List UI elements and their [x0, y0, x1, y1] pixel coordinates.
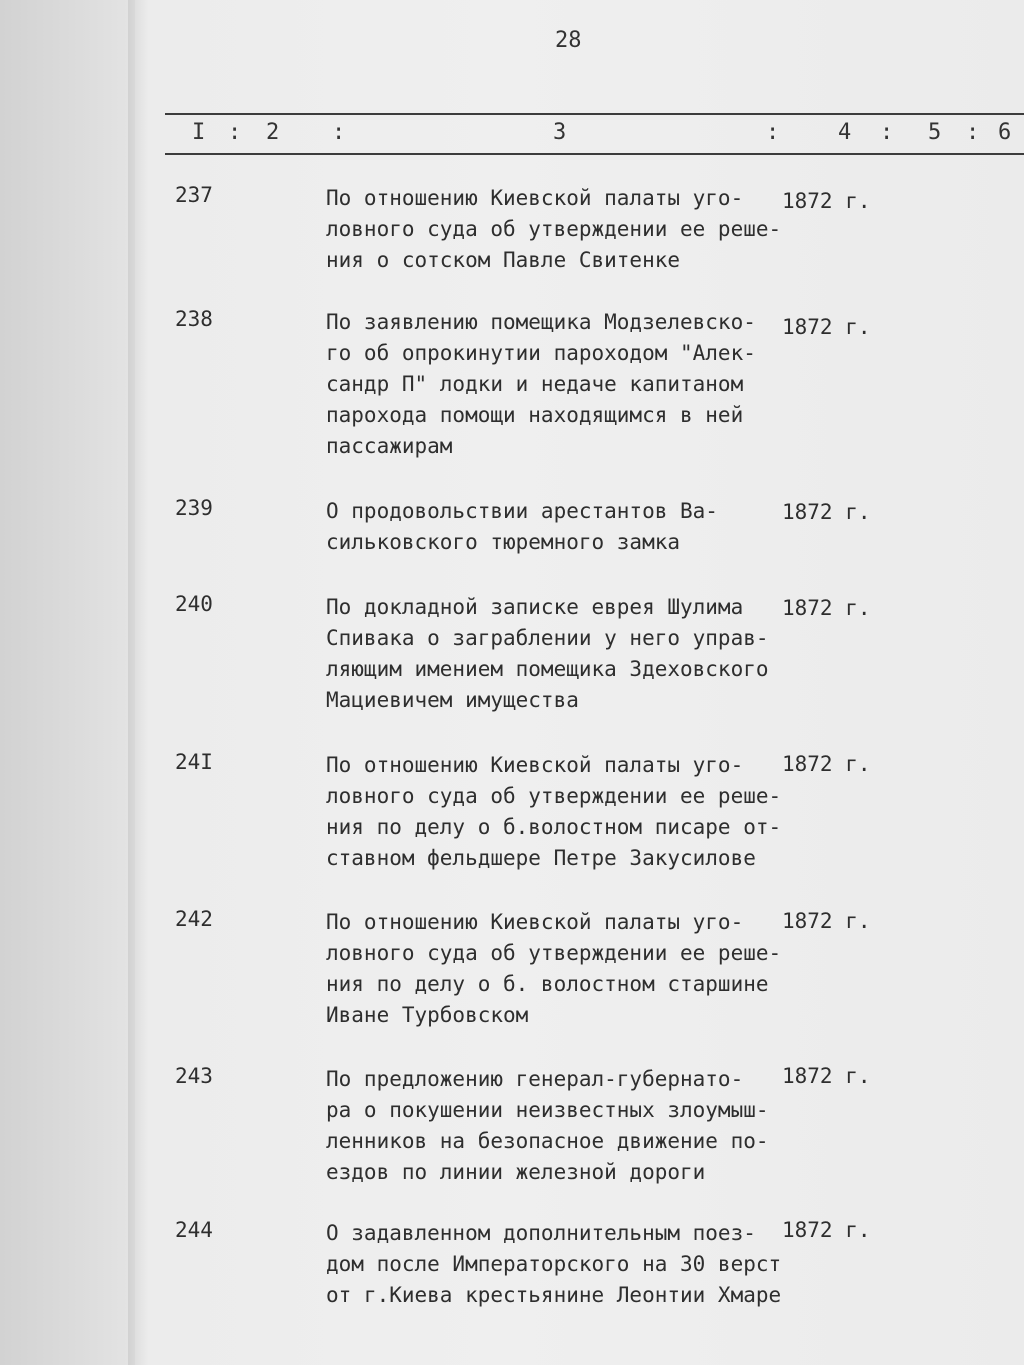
entry-number: 242 [175, 907, 213, 931]
header-sep: : [332, 120, 346, 145]
description-line: ловного суда об утверждении ее реше- [326, 941, 782, 965]
description-line: По отношению Киевской палаты уго- [326, 753, 744, 777]
page-number: 28 [555, 28, 582, 53]
description-line: ставном фельдшере Петре Закусилове [326, 846, 756, 870]
description-line: ра о покушении неизвестных злоумыш- [326, 1098, 769, 1122]
header-sep: : [228, 120, 242, 145]
entry-description [326, 592, 796, 716]
description-line: парохода помощи находящимся в ней [326, 403, 744, 427]
description-line: ловного суда об утверждении ее реше- [326, 217, 782, 241]
description-line: По докладной записке еврея Шулима [326, 595, 744, 619]
header-col-6: 6 [998, 120, 1012, 145]
entry-description [326, 907, 796, 1031]
header-sep: : [766, 120, 780, 145]
entry-number: 244 [175, 1218, 213, 1242]
header-sep: : [880, 120, 894, 145]
header-col-4: 4 [838, 120, 852, 145]
description-line: ленников на безопасное движение по- [326, 1129, 769, 1153]
entry-description [326, 750, 796, 874]
description-line: ния по делу о б. волостном старшине [326, 972, 769, 996]
header-rule-bottom [165, 153, 1024, 155]
description-line: ляющим имением помещика Здеховского [326, 657, 769, 681]
description-line: от г.Киева крестьянине Леонтии Хмаре [326, 1283, 782, 1307]
description-line: По отношению Киевской палаты уго- [326, 910, 744, 934]
entry-number: 239 [175, 496, 213, 520]
description-line: По заявлению помещика Модзелевско- [326, 310, 756, 334]
description-line: ния по делу о б.волостном писаре от- [326, 815, 782, 839]
entry-description [326, 1218, 796, 1311]
entry-number: 240 [175, 592, 213, 616]
entry-year: 1872 г. [782, 752, 871, 776]
description-line: О продовольствии арестантов Ва- [326, 499, 718, 523]
description-line: сандр П" лодки и недаче капитаном [326, 372, 744, 396]
entry-year: 1872 г. [782, 500, 871, 524]
entry-year: 1872 г. [782, 1218, 871, 1242]
entry-year: 1872 г. [782, 189, 871, 213]
entry-year: 1872 г. [782, 909, 871, 933]
description-line: По отношению Киевской палаты уго- [326, 186, 744, 210]
entry-year: 1872 г. [782, 315, 871, 339]
header-col-3: 3 [553, 120, 567, 145]
entry-number: 24I [175, 750, 213, 774]
description-line: сильковского тюремного замка [326, 530, 681, 554]
header-sep: : [966, 120, 980, 145]
entry-year: 1872 г. [782, 596, 871, 620]
header-col-2: 2 [266, 120, 280, 145]
description-line: ловного суда об утверждении ее реше- [326, 784, 782, 808]
entry-description [326, 183, 796, 276]
entry-number: 237 [175, 183, 213, 207]
binding-shadow [128, 0, 148, 1365]
description-line: ездов по линии железной дороги [326, 1160, 706, 1184]
entry-year: 1872 г. [782, 1064, 871, 1088]
description-line: По предложению генерал-губернато- [326, 1067, 744, 1091]
description-line: дом после Императорского на 30 верст [326, 1252, 782, 1276]
description-line: Мациевичем имущества [326, 688, 579, 712]
entry-description [326, 496, 796, 558]
header-col-5: 5 [928, 120, 942, 145]
description-line: Спивака о заграблении у него управ- [326, 626, 769, 650]
description-line: пассажирам [326, 434, 453, 458]
description-line: ния о сотском Павле Свитенке [326, 248, 681, 272]
entry-description [326, 307, 796, 462]
entry-number: 243 [175, 1064, 213, 1088]
description-line: Иване Турбовском [326, 1003, 529, 1027]
description-line: го об опрокинутии пароходом "Алек- [326, 341, 756, 365]
entry-number: 238 [175, 307, 213, 331]
description-line: О задавленном дополнительным поез- [326, 1221, 756, 1245]
header-rule-top [165, 113, 1024, 115]
previous-page-edge [0, 0, 135, 1365]
header-col-1: I [192, 120, 206, 145]
entry-description [326, 1064, 796, 1188]
